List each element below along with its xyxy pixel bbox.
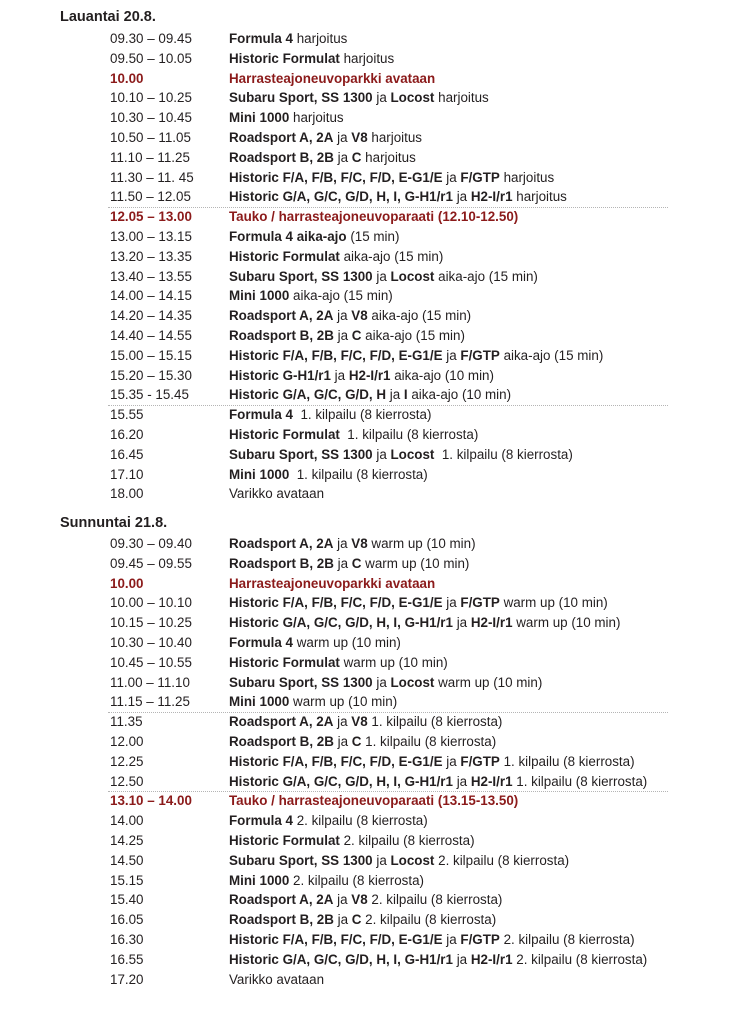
row-text: 2. kilpailu (8 kierrosta) xyxy=(361,912,497,928)
row-time: 18.00 xyxy=(110,486,144,502)
row-description xyxy=(229,593,608,613)
row-time: 10.00 xyxy=(110,575,144,591)
row-time: 14.20 – 14.35 xyxy=(110,308,192,324)
class-name: Historic Formulat xyxy=(229,248,340,264)
schedule-row xyxy=(0,326,734,346)
schedule-row xyxy=(0,772,734,792)
class-name: Roadsport B, 2B xyxy=(229,912,334,928)
row-text: 2. kilpailu (8 kierrosta) xyxy=(499,931,635,947)
row-time: 16.55 xyxy=(110,951,144,967)
row-text: harjoitus xyxy=(361,149,416,165)
class-name: Historic F/A, F/B, F/C, F/D, E-G1/E xyxy=(229,347,443,363)
row-description xyxy=(229,247,443,267)
schedule-row xyxy=(0,148,734,168)
class-name: Harrasteajoneuvoparkki avataan xyxy=(229,70,436,86)
class-name: Subaru Sport, SS 1300 xyxy=(229,852,373,868)
class-name: Tauko / harrasteajoneuvoparaati (12.10-12.50) xyxy=(229,209,519,225)
class-name: Historic F/A, F/B, F/C, F/D, E-G1/E xyxy=(229,595,443,611)
row-time: 10.15 – 10.25 xyxy=(110,615,192,631)
schedule-row xyxy=(0,930,734,950)
schedule-row xyxy=(0,890,734,910)
class-name: Locost xyxy=(390,852,435,868)
row-text: harjoitus xyxy=(512,189,567,205)
row-time: 11.10 – 11.25 xyxy=(110,149,190,165)
class-name: Formula 4 xyxy=(229,407,293,423)
row-description xyxy=(229,653,448,673)
row-description xyxy=(229,910,496,930)
schedule-row xyxy=(0,851,734,871)
row-time: 14.50 xyxy=(110,852,144,868)
class-name: H2-I/r1 xyxy=(470,189,513,205)
schedule-row xyxy=(0,306,734,326)
class-name: Subaru Sport, SS 1300 xyxy=(229,446,373,462)
row-text: warm up (10 min) xyxy=(339,654,448,670)
row-description xyxy=(229,752,635,772)
schedule-row xyxy=(0,970,734,990)
row-time: 17.20 xyxy=(110,971,144,987)
class-name: C xyxy=(351,912,362,928)
row-time: 09.45 – 09.55 xyxy=(110,555,192,571)
row-text: 1. kilpailu (8 kierrosta) xyxy=(512,773,648,789)
class-name: C xyxy=(351,733,362,749)
class-name: Roadsport B, 2B xyxy=(229,327,334,343)
schedule-row xyxy=(0,346,734,366)
day-sunday-title: Sunnuntai 21.8. xyxy=(60,515,168,531)
row-description xyxy=(229,534,476,554)
row-text: ja xyxy=(442,753,461,769)
row-time: 16.30 xyxy=(110,931,144,947)
row-description xyxy=(229,445,573,465)
class-name: V8 xyxy=(351,308,368,324)
row-description xyxy=(229,673,542,693)
schedule-row xyxy=(0,484,734,504)
row-description xyxy=(229,554,469,574)
class-name: I xyxy=(403,387,408,403)
row-text: ja xyxy=(442,931,461,947)
schedule-row xyxy=(0,673,734,693)
row-text: warm up (10 min) xyxy=(367,536,476,551)
class-name: Harrasteajoneuvoparkki avataan xyxy=(229,575,436,591)
row-time: 12.25 xyxy=(110,753,144,769)
schedule-row xyxy=(0,752,734,772)
row-time: 14.00 xyxy=(110,813,144,829)
schedule-row xyxy=(0,831,734,851)
class-name: Historic Formulat xyxy=(229,426,340,442)
row-text: ja xyxy=(333,149,352,165)
row-description xyxy=(229,385,511,405)
class-name: Locost xyxy=(390,446,435,462)
row-text: 1. kilpailu (8 kierrosta) xyxy=(367,714,503,730)
schedule-row xyxy=(0,227,734,247)
class-name: C xyxy=(351,149,362,165)
row-text: ja xyxy=(333,129,352,145)
schedule-row xyxy=(0,247,734,267)
row-text: ja xyxy=(372,446,391,462)
row-text: ja xyxy=(330,367,349,383)
row-text: ja xyxy=(372,90,391,106)
class-name: Historic F/A, F/B, F/C, F/D, E-G1/E xyxy=(229,169,443,185)
class-name: Roadsport A, 2A xyxy=(229,536,334,551)
row-description xyxy=(229,831,475,851)
row-description xyxy=(229,88,489,108)
row-text: warm up (10 min) xyxy=(293,634,401,650)
row-text: ja xyxy=(372,268,391,284)
row-text: ja xyxy=(442,347,461,363)
row-text: ja xyxy=(372,674,391,690)
schedule-row xyxy=(0,49,734,69)
schedule-row-highlight xyxy=(0,69,734,89)
schedule-row xyxy=(0,950,734,970)
class-name: Historic G/A, G/C, G/D, H, I, G-H1/r1 xyxy=(229,951,453,967)
class-name: Mini 1000 xyxy=(229,110,290,126)
class-name: Historic Formulat xyxy=(229,654,340,670)
schedule-row xyxy=(0,286,734,306)
class-name: C xyxy=(351,327,362,343)
class-name: Historic G/A, G/C, G/D, H xyxy=(229,387,386,403)
row-time: 15.20 – 15.30 xyxy=(110,367,192,383)
row-description xyxy=(229,267,538,287)
class-name: Mini 1000 xyxy=(229,288,290,304)
row-time: 10.30 – 10.45 xyxy=(110,110,192,126)
row-time: 13.20 – 13.35 xyxy=(110,248,192,264)
row-time: 17.10 xyxy=(110,466,144,482)
schedule-row xyxy=(0,692,734,712)
row-text: warm up (10 min) xyxy=(289,694,398,710)
row-text: 2. kilpailu (8 kierrosta) xyxy=(293,813,428,829)
row-text: 2. kilpailu (8 kierrosta) xyxy=(339,832,475,848)
schedule-row xyxy=(0,732,734,752)
schedule-row xyxy=(0,534,734,554)
row-description xyxy=(229,871,424,891)
schedule-row xyxy=(0,554,734,574)
row-text: Varikko avataan xyxy=(229,971,325,987)
schedule-row xyxy=(0,366,734,386)
row-text: ja xyxy=(452,773,471,789)
row-text: aika-ajo (15 min) xyxy=(499,347,604,363)
row-description xyxy=(229,732,496,752)
row-text: ja xyxy=(333,327,352,343)
class-name: Formula 4 xyxy=(229,31,293,46)
class-name: Formula 4 aika-ajo xyxy=(229,228,347,244)
class-name: Roadsport A, 2A xyxy=(229,892,334,908)
schedule-row xyxy=(0,633,734,653)
class-name: Historic F/A, F/B, F/C, F/D, E-G1/E xyxy=(229,931,443,947)
row-time: 10.00 xyxy=(110,70,144,86)
class-name: Mini 1000 xyxy=(229,694,290,710)
row-text: 1. kilpailu (8 kierrosta) xyxy=(434,446,573,462)
row-time: 13.10 – 14.00 xyxy=(110,793,192,809)
class-name: Roadsport B, 2B xyxy=(229,733,334,749)
row-time: 09.30 – 09.45 xyxy=(110,31,192,46)
row-description xyxy=(229,712,502,732)
class-name: Roadsport B, 2B xyxy=(229,149,334,165)
class-name: Historic F/A, F/B, F/C, F/D, E-G1/E xyxy=(229,753,443,769)
class-name: Roadsport A, 2A xyxy=(229,714,334,730)
schedule-row xyxy=(0,653,734,673)
row-text: 1. kilpailu (8 kierrosta) xyxy=(339,426,479,442)
row-time: 09.50 – 10.05 xyxy=(110,50,192,66)
row-text: 2. kilpailu (8 kierrosta) xyxy=(512,951,648,967)
schedule-row xyxy=(0,88,734,108)
class-name: Mini 1000 xyxy=(229,466,290,482)
class-name: V8 xyxy=(351,129,368,145)
class-name: Formula 4 xyxy=(229,813,293,829)
row-text: ja xyxy=(452,615,471,631)
row-text: warm up (10 min) xyxy=(434,674,543,690)
row-text: ja xyxy=(372,852,391,868)
row-time: 11.00 – 11.10 xyxy=(110,674,190,690)
row-time: 15.35 - 15.45 xyxy=(110,387,189,403)
schedule-row xyxy=(0,425,734,445)
class-name: F/GTP xyxy=(460,595,500,611)
class-name: Roadsport B, 2B xyxy=(229,555,334,571)
schedule-row-highlight xyxy=(0,791,734,811)
row-description xyxy=(229,950,647,970)
class-name: Tauko / harrasteajoneuvoparaati (13.15-13.50) xyxy=(229,793,519,809)
row-description xyxy=(229,692,397,712)
row-text: warm up (10 min) xyxy=(512,615,621,631)
row-time: 10.10 – 10.25 xyxy=(110,90,192,106)
class-name: V8 xyxy=(351,714,368,730)
class-name: F/GTP xyxy=(460,931,500,947)
class-name: Locost xyxy=(390,268,435,284)
row-text: harjoitus xyxy=(293,31,348,46)
row-time: 15.00 – 15.15 xyxy=(110,347,192,363)
row-description xyxy=(229,306,471,326)
class-name: Roadsport A, 2A xyxy=(229,129,334,145)
row-time: 11.30 – 11. 45 xyxy=(110,169,194,185)
row-time: 15.15 xyxy=(110,872,144,888)
schedule-row xyxy=(0,108,734,128)
row-description xyxy=(229,49,394,69)
schedule-row-highlight xyxy=(0,207,734,227)
schedule-row xyxy=(0,871,734,891)
row-time: 15.40 xyxy=(110,892,144,908)
row-description xyxy=(229,326,465,346)
row-time: 11.35 xyxy=(110,714,143,730)
row-time: 14.00 – 14.15 xyxy=(110,288,192,304)
row-description xyxy=(229,633,401,653)
row-text: harjoitus xyxy=(434,90,489,106)
class-name: Locost xyxy=(390,90,435,106)
row-text: harjoitus xyxy=(499,169,555,185)
row-text: harjoitus xyxy=(367,129,423,145)
row-time: 15.55 xyxy=(110,407,144,423)
row-text: aika-ajo (15 min) xyxy=(361,327,465,343)
row-description xyxy=(229,851,569,871)
row-description xyxy=(229,346,603,366)
row-text: aika-ajo (15 min) xyxy=(339,248,444,264)
schedule-row xyxy=(0,445,734,465)
row-text: 2. kilpailu (8 kierrosta) xyxy=(367,892,503,908)
row-text: aika-ajo (15 min) xyxy=(289,288,393,304)
row-description xyxy=(229,69,435,89)
schedule-row xyxy=(0,168,734,188)
row-text: ja xyxy=(333,555,352,571)
row-time: 13.40 – 13.55 xyxy=(110,268,192,284)
row-time: 09.30 – 09.40 xyxy=(110,536,192,551)
row-text: aika-ajo (10 min) xyxy=(390,367,494,383)
schedule-row-highlight xyxy=(0,574,734,594)
row-time: 12.50 xyxy=(110,773,144,789)
class-name: H2-I/r1 xyxy=(470,951,513,967)
day-saturday-title: Lauantai 20.8. xyxy=(60,9,156,25)
row-time: 11.15 – 11.25 xyxy=(110,694,190,710)
row-time: 16.05 xyxy=(110,912,144,928)
row-description xyxy=(229,811,428,831)
row-description xyxy=(229,930,635,950)
row-text: ja xyxy=(333,912,352,928)
class-name: Formula 4 xyxy=(229,634,293,650)
class-name: Historic G/A, G/C, G/D, H, I, G-H1/r1 xyxy=(229,773,453,789)
row-time: 16.20 xyxy=(110,426,144,442)
row-text: harjoitus xyxy=(339,50,395,66)
row-text: warm up (10 min) xyxy=(361,555,470,571)
row-text: ja xyxy=(333,714,352,730)
row-text: 1. kilpailu (8 kierrosta) xyxy=(361,733,497,749)
schedule-row xyxy=(0,385,734,405)
row-text: 1. kilpailu (8 kierrosta) xyxy=(499,753,635,769)
row-time: 10.45 – 10.55 xyxy=(110,654,192,670)
row-time: 13.00 – 13.15 xyxy=(110,228,192,244)
schedule-saturday xyxy=(0,29,734,504)
row-text: (15 min) xyxy=(346,228,400,244)
row-time: 10.50 – 11.05 xyxy=(110,129,191,145)
schedule-sunday xyxy=(0,534,734,989)
class-name: Historic G/A, G/C, G/D, H, I, G-H1/r1 xyxy=(229,615,453,631)
schedule-row xyxy=(0,613,734,633)
class-name: Subaru Sport, SS 1300 xyxy=(229,90,373,106)
row-time: 10.30 – 10.40 xyxy=(110,634,192,650)
row-text: 1. kilpailu (8 kierrosta) xyxy=(293,407,432,423)
schedule-row xyxy=(0,465,734,485)
row-description xyxy=(229,366,494,386)
row-description xyxy=(229,405,431,425)
schedule-row xyxy=(0,811,734,831)
row-description xyxy=(229,108,344,128)
row-description xyxy=(229,227,399,247)
row-time: 16.45 xyxy=(110,446,144,462)
schedule-row xyxy=(0,712,734,732)
row-description xyxy=(229,168,554,188)
row-text: ja xyxy=(452,189,471,205)
row-text: Varikko avataan xyxy=(229,486,325,502)
row-time: 12.00 xyxy=(110,733,144,749)
row-text: aika-ajo (15 min) xyxy=(434,268,538,284)
class-name: H2-I/r1 xyxy=(470,615,513,631)
row-text: aika-ajo (15 min) xyxy=(367,308,472,324)
row-text: ja xyxy=(333,536,352,551)
row-description xyxy=(229,465,428,485)
row-text: warm up (10 min) xyxy=(499,595,608,611)
row-description xyxy=(229,791,518,811)
row-description xyxy=(229,890,502,910)
row-description xyxy=(229,772,647,792)
class-name: Roadsport A, 2A xyxy=(229,308,334,324)
row-text: ja xyxy=(442,595,461,611)
row-description xyxy=(229,29,347,49)
row-description xyxy=(229,425,478,445)
row-description xyxy=(229,484,324,504)
schedule-row xyxy=(0,128,734,148)
class-name: Historic Formulat xyxy=(229,50,340,66)
row-text: harjoitus xyxy=(289,110,344,126)
row-text: 2. kilpailu (8 kierrosta) xyxy=(434,852,570,868)
row-time: 11.50 – 12.05 xyxy=(110,189,191,205)
schedule-row xyxy=(0,593,734,613)
row-description xyxy=(229,207,518,227)
class-name: F/GTP xyxy=(460,753,500,769)
row-text: 1. kilpailu (8 kierrosta) xyxy=(289,466,428,482)
class-name: Subaru Sport, SS 1300 xyxy=(229,268,373,284)
class-name: Historic Formulat xyxy=(229,832,340,848)
row-text: ja xyxy=(333,308,352,324)
class-name: V8 xyxy=(351,536,368,551)
row-time: 12.05 – 13.00 xyxy=(110,209,192,225)
row-time: 10.00 – 10.10 xyxy=(110,595,192,611)
schedule-row xyxy=(0,267,734,287)
class-name: H2-I/r1 xyxy=(470,773,513,789)
schedule-row xyxy=(0,187,734,207)
class-name: Historic G-H1/r1 xyxy=(229,367,331,383)
row-text: ja xyxy=(442,169,461,185)
class-name: C xyxy=(351,555,362,571)
class-name: F/GTP xyxy=(460,347,500,363)
class-name: Locost xyxy=(390,674,435,690)
row-text: aika-ajo (10 min) xyxy=(407,387,512,403)
row-description xyxy=(229,970,324,990)
row-description xyxy=(229,574,435,594)
row-time: 14.40 – 14.55 xyxy=(110,327,192,343)
row-text: ja xyxy=(333,733,352,749)
row-text: 2. kilpailu (8 kierrosta) xyxy=(289,872,424,888)
row-description xyxy=(229,613,620,633)
class-name: Historic G/A, G/C, G/D, H, I, G-H1/r1 xyxy=(229,189,453,205)
row-description xyxy=(229,148,416,168)
class-name: Mini 1000 xyxy=(229,872,290,888)
class-name: F/GTP xyxy=(460,169,500,185)
row-text: ja xyxy=(386,387,404,403)
schedule-row xyxy=(0,405,734,425)
row-description xyxy=(229,187,567,207)
schedule-row xyxy=(0,910,734,930)
class-name: Subaru Sport, SS 1300 xyxy=(229,674,373,690)
row-text: ja xyxy=(452,951,471,967)
row-description xyxy=(229,128,422,148)
row-time: 14.25 xyxy=(110,832,144,848)
class-name: H2-I/r1 xyxy=(348,367,391,383)
row-text: ja xyxy=(333,892,352,908)
class-name: V8 xyxy=(351,892,368,908)
schedule-row xyxy=(0,29,734,49)
row-description xyxy=(229,286,393,306)
